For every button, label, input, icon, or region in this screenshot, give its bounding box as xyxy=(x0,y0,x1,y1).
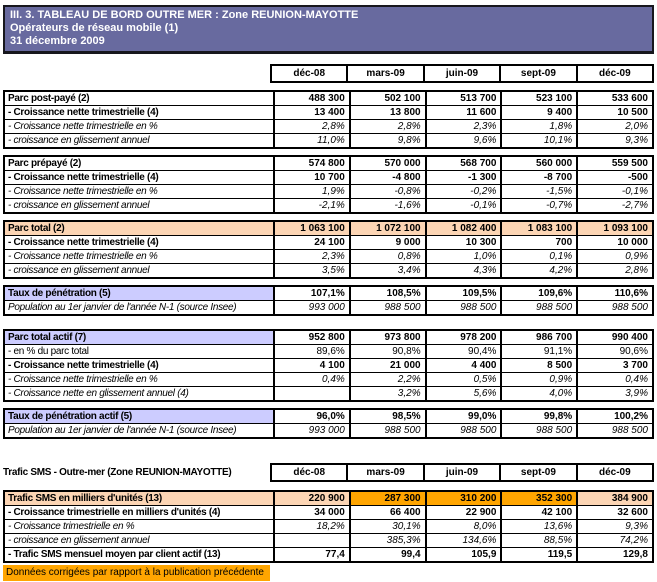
data-cell: 10 700 xyxy=(314,172,345,183)
row-label: Parc total (2) xyxy=(5,222,275,235)
data-cell: 5,6% xyxy=(425,387,501,400)
data-cell: 90,8% xyxy=(349,345,425,358)
data-cell: 1 063 100 xyxy=(275,222,349,235)
data-cell: 66 400 xyxy=(349,506,425,519)
data-cell: -2,1% xyxy=(318,200,345,211)
data-cell: 10 300 xyxy=(425,236,501,249)
row-label: - Croissance trimestrielle en milliers d'unités (4) xyxy=(5,506,275,519)
column-header-déc-08: déc-08 xyxy=(293,68,326,79)
data-cell: -500 xyxy=(576,171,652,184)
data-cell: 99,4 xyxy=(349,548,425,561)
data-cell: -0,1% xyxy=(425,199,501,212)
table-row xyxy=(5,133,652,147)
table-row xyxy=(5,263,652,277)
row-label: Taux de pénétration actif (5) xyxy=(5,410,275,423)
data-cell: 32 600 xyxy=(576,506,652,519)
data-cell: 21 000 xyxy=(349,359,425,372)
column-header-déc-09: déc-09 xyxy=(576,66,652,81)
data-cell: 4,0% xyxy=(500,387,576,400)
data-cell: 13 800 xyxy=(349,106,425,119)
data-cell: 89,6% xyxy=(316,346,345,357)
data-cell: 385,3% xyxy=(349,534,425,547)
data-cell: 0,8% xyxy=(349,250,425,263)
data-cell: 988 500 xyxy=(425,424,501,437)
data-cell: -0,1% xyxy=(576,185,652,198)
data-cell: 1 083 100 xyxy=(500,222,576,235)
data-cell: 2,8% xyxy=(322,121,345,132)
column-header-juin-09: juin-09 xyxy=(423,66,499,81)
data-cell: 18,2% xyxy=(316,521,345,532)
data-cell: 11 600 xyxy=(425,106,501,119)
data-cell: -2,7% xyxy=(576,199,652,212)
data-cell: 24 100 xyxy=(314,237,345,248)
data-cell: -1,5% xyxy=(500,185,576,198)
data-cell: 952 800 xyxy=(308,332,345,343)
data-cell: 9 400 xyxy=(500,106,576,119)
row-label: - en % du parc total xyxy=(5,345,275,358)
data-cell: 1 082 400 xyxy=(425,222,501,235)
table-row xyxy=(5,358,652,372)
data-cell: 109,5% xyxy=(425,287,501,300)
data-cell: 100,2% xyxy=(576,410,652,423)
data-cell: 513 700 xyxy=(425,92,501,105)
table-row xyxy=(5,547,652,561)
table-row xyxy=(5,519,652,533)
data-cell: 10 000 xyxy=(576,236,652,249)
column-header-mars-09: mars-09 xyxy=(346,465,422,480)
row-label: - Croissance nette trimestrielle (4) xyxy=(5,359,275,372)
table-row xyxy=(5,198,652,212)
data-cell: 988 500 xyxy=(500,424,576,437)
data-cell: 4 100 xyxy=(319,360,345,371)
table-row xyxy=(5,170,652,184)
data-cell: -1 300 xyxy=(425,171,501,184)
data-cell: -1,6% xyxy=(349,199,425,212)
data-cell: 993 000 xyxy=(308,302,345,313)
data-cell: 988 500 xyxy=(349,424,425,437)
data-cell: 1,8% xyxy=(500,120,576,133)
data-cell: 34 000 xyxy=(314,507,345,518)
table-row xyxy=(5,492,652,505)
data-cell: 90,4% xyxy=(425,345,501,358)
table-row xyxy=(5,505,652,519)
data-cell: 8 500 xyxy=(500,359,576,372)
row-label: - Trafic SMS mensuel moyen par client actif (13) xyxy=(5,548,275,561)
data-cell: 3,9% xyxy=(576,387,652,400)
report-title-bar xyxy=(3,5,654,54)
period-headers xyxy=(270,64,654,83)
section-parc-post-paye xyxy=(3,90,654,149)
row-label: Population au 1er janvier de l'année N-1 (source Insee) xyxy=(5,301,275,314)
data-cell: 91,1% xyxy=(500,345,576,358)
section-parc-total-actif xyxy=(3,329,654,402)
data-cell: 0,1% xyxy=(500,250,576,263)
data-cell: 110,6% xyxy=(576,287,652,300)
data-cell: 973 800 xyxy=(349,331,425,344)
data-cell: 10,1% xyxy=(500,134,576,147)
data-cell: -4 800 xyxy=(349,171,425,184)
row-label: - Croissance nette trimestrielle en % xyxy=(5,185,275,198)
data-cell: 988 500 xyxy=(349,301,425,314)
data-cell: 134,6% xyxy=(425,534,501,547)
data-cell: 1,0% xyxy=(425,250,501,263)
data-cell: 90,6% xyxy=(576,345,652,358)
data-cell: 11,0% xyxy=(317,135,345,146)
data-cell: 0,9% xyxy=(500,373,576,386)
data-cell: 9,3% xyxy=(576,520,652,533)
data-cell: 352 300 xyxy=(500,492,576,505)
footer-note: Données corrigées par rapport à la publication précédente xyxy=(3,565,270,581)
row-label: Parc total actif (7) xyxy=(5,331,275,344)
data-cell: 2,0% xyxy=(576,120,652,133)
column-header-déc-08: déc-08 xyxy=(293,467,326,478)
column-header-sept-09: sept-09 xyxy=(499,66,575,81)
data-cell: 993 000 xyxy=(308,425,345,436)
sms-section-title: Trafic SMS - Outre-mer (Zone REUNION-MAYOTTE) xyxy=(3,467,232,478)
table-row xyxy=(5,533,652,547)
section-parc-prepaye xyxy=(3,155,654,214)
section-taux-penetration-actif xyxy=(3,408,654,439)
data-cell: 570 000 xyxy=(349,157,425,170)
row-label: - croissance en glissement annuel xyxy=(5,134,275,147)
table-row xyxy=(5,222,652,235)
column-header-sept-09: sept-09 xyxy=(499,465,575,480)
row-label: Trafic SMS en milliers d'unités (13) xyxy=(5,492,275,505)
table-row xyxy=(5,423,652,437)
row-label: Population au 1er janvier de l'année N-1 (source Insee) xyxy=(5,424,275,437)
data-cell: 3 700 xyxy=(576,359,652,372)
section-taux-penetration xyxy=(3,285,654,316)
column-header-mars-09: mars-09 xyxy=(346,66,422,81)
data-cell: 109,6% xyxy=(500,287,576,300)
data-cell: 2,3% xyxy=(322,251,345,262)
data-cell: 3,5% xyxy=(322,265,345,276)
data-cell: 990 400 xyxy=(576,331,652,344)
data-cell: 129,8 xyxy=(576,548,652,561)
sms-period-header-row xyxy=(3,463,654,482)
table-row xyxy=(5,235,652,249)
data-cell: 1,9% xyxy=(322,186,345,197)
data-cell: 77,4 xyxy=(325,549,345,560)
data-cell: 220 900 xyxy=(275,492,349,505)
data-cell: 96,0% xyxy=(316,411,345,422)
column-header-déc-09: déc-09 xyxy=(576,465,652,480)
report-title: III. 3. TABLEAU DE BORD OUTRE MER : Zone REUNION-MAYOTTE xyxy=(10,9,359,21)
data-cell: 4,2% xyxy=(500,264,576,277)
row-label: - Croissance trimestrielle en % xyxy=(5,520,275,533)
row-label: - Croissance nette trimestrielle en % xyxy=(5,120,275,133)
table-row xyxy=(5,386,652,400)
data-cell: 2,2% xyxy=(349,373,425,386)
data-cell: 9,8% xyxy=(349,134,425,147)
data-cell: 108,5% xyxy=(349,287,425,300)
row-label: - Croissance nette trimestrielle (4) xyxy=(5,236,275,249)
data-cell: 988 500 xyxy=(500,301,576,314)
period-header-row xyxy=(3,64,654,83)
data-cell: 9,3% xyxy=(576,134,652,147)
data-cell: 988 500 xyxy=(576,424,652,437)
table-row xyxy=(5,344,652,358)
data-cell: 978 200 xyxy=(425,331,501,344)
section-trafic-sms xyxy=(3,490,654,563)
data-cell: 107,1% xyxy=(310,288,345,299)
data-cell: -0,8% xyxy=(349,185,425,198)
report-subtitle: Opérateurs de réseau mobile (1) xyxy=(10,22,179,34)
data-cell: 384 900 xyxy=(576,492,652,505)
data-cell: 22 900 xyxy=(425,506,501,519)
data-cell: 88,5% xyxy=(500,534,576,547)
data-cell: 1 093 100 xyxy=(576,222,652,235)
data-cell: 74,2% xyxy=(576,534,652,547)
data-cell: 0,4% xyxy=(576,373,652,386)
data-cell: 533 600 xyxy=(576,92,652,105)
sms-period-headers xyxy=(270,463,654,482)
table-row xyxy=(5,300,652,314)
data-cell: 13 400 xyxy=(314,107,345,118)
data-cell: 0,5% xyxy=(425,373,501,386)
table-row xyxy=(5,119,652,133)
data-cell: 2,8% xyxy=(349,120,425,133)
data-cell: 0,4% xyxy=(322,374,345,385)
data-cell: 988 500 xyxy=(576,301,652,314)
data-cell: 4,3% xyxy=(425,264,501,277)
data-cell: 42 100 xyxy=(500,506,576,519)
table-row xyxy=(5,157,652,170)
data-cell: 13,6% xyxy=(500,520,576,533)
row-label: Parc prépayé (2) xyxy=(5,157,275,170)
row-label: - Croissance nette trimestrielle (4) xyxy=(5,171,275,184)
table-row xyxy=(5,105,652,119)
data-cell: 986 700 xyxy=(500,331,576,344)
data-cell: 502 100 xyxy=(349,92,425,105)
data-cell: -8 700 xyxy=(500,171,576,184)
data-cell: 1 072 100 xyxy=(349,222,425,235)
table-row xyxy=(5,372,652,386)
data-cell: 4 400 xyxy=(425,359,501,372)
data-cell: 3,2% xyxy=(349,387,425,400)
data-cell: 30,1% xyxy=(349,520,425,533)
table-row xyxy=(5,92,652,105)
section-parc-total xyxy=(3,220,654,279)
row-label: - Croissance nette trimestrielle en % xyxy=(5,373,275,386)
table-row xyxy=(5,410,652,423)
data-cell: 568 700 xyxy=(425,157,501,170)
data-cell: 560 000 xyxy=(500,157,576,170)
data-cell: 99,0% xyxy=(425,410,501,423)
data-cell: 2,3% xyxy=(425,120,501,133)
row-label: Parc post-payé (2) xyxy=(5,92,275,105)
data-cell: -0,7% xyxy=(500,199,576,212)
data-cell: 574 800 xyxy=(308,158,345,169)
data-cell: 10 500 xyxy=(576,106,652,119)
data-cell: 119,5 xyxy=(500,548,576,561)
data-cell xyxy=(275,534,349,547)
data-cell: 700 xyxy=(500,236,576,249)
column-header-juin-09: juin-09 xyxy=(423,465,499,480)
data-cell: 0,9% xyxy=(576,250,652,263)
data-cell: 287 300 xyxy=(349,492,425,505)
row-label: - croissance en glissement annuel xyxy=(5,534,275,547)
data-cell: 488 300 xyxy=(308,93,345,104)
row-label: - croissance en glissement annuel xyxy=(5,264,275,277)
data-cell: 9 000 xyxy=(349,236,425,249)
data-cell: 3,4% xyxy=(349,264,425,277)
table-row xyxy=(5,331,652,344)
data-cell: 2,8% xyxy=(576,264,652,277)
data-cell: -0,2% xyxy=(425,185,501,198)
table-row xyxy=(5,287,652,300)
data-cell: 9,6% xyxy=(425,134,501,147)
data-cell: 559 500 xyxy=(576,157,652,170)
row-label: Taux de pénétration (5) xyxy=(5,287,275,300)
data-cell: 310 200 xyxy=(425,492,501,505)
row-label: - croissance en glissement annuel xyxy=(5,199,275,212)
data-cell: 8,0% xyxy=(425,520,501,533)
report-date: 31 décembre 2009 xyxy=(10,35,105,47)
data-cell: 99,8% xyxy=(500,410,576,423)
row-label: - Croissance nette trimestrielle (4) xyxy=(5,106,275,119)
table-row xyxy=(5,249,652,263)
data-cell xyxy=(275,387,349,400)
data-cell: 523 100 xyxy=(500,92,576,105)
data-cell: 98,5% xyxy=(349,410,425,423)
row-label: - Croissance nette trimestrielle en % xyxy=(5,250,275,263)
data-cell: 105,9 xyxy=(425,548,501,561)
table-row xyxy=(5,184,652,198)
row-label: - Croissance nette en glissement annuel (4) xyxy=(5,387,275,400)
data-cell: 988 500 xyxy=(425,301,501,314)
